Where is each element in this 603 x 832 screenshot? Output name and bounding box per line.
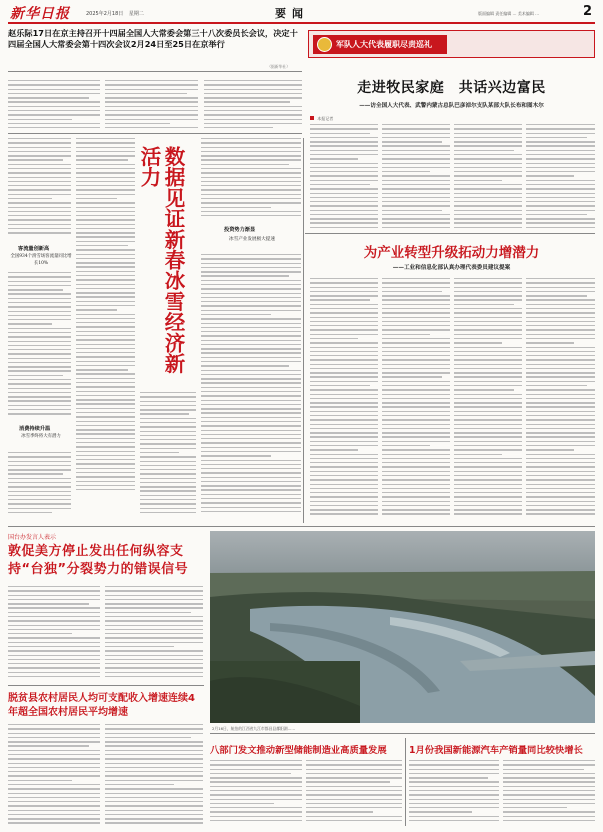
top-news-body-col1 <box>8 80 100 130</box>
feature-byline-text: 本报记者 <box>317 116 354 121</box>
divider <box>305 233 595 234</box>
income-body-col1 <box>8 724 100 826</box>
feature-title: 走进牧民家庭 共话兴边富民 <box>357 80 546 96</box>
nev-headline: 1月份我国新能源汽车产销量同比较快增长 <box>409 745 583 756</box>
feature-byline <box>310 116 353 122</box>
masthead <box>0 0 603 24</box>
top-news-headline: 赵乐际17日在京主持召开十四届全国人大常委会第三十八次委员长会议，决定十四届全国人大常委会第十四次会议2月24日至25日在京举行 <box>8 28 298 49</box>
industry-title: 为产业转型升级拓动力增潜力 <box>363 245 540 261</box>
taiwan-kicker: 国台办发言人表示 <box>8 534 57 541</box>
industry-body-col4 <box>526 278 595 523</box>
feature-body-col4 <box>526 124 595 230</box>
income-body-col2 <box>105 724 203 826</box>
storage-body-col2 <box>306 760 402 826</box>
side-head-1: 客流量创新高 <box>18 246 50 252</box>
side-head-2: 全国934个滑雪场客流量同比增长10% <box>10 254 72 266</box>
side-head-4: 冰雪季终将大有潜力 <box>21 434 61 439</box>
page-number: 2 <box>583 4 593 19</box>
section-name: 要闻 <box>275 7 309 20</box>
divider <box>8 133 302 134</box>
top-news-body-col2 <box>105 80 198 130</box>
industry-body-col1 <box>310 278 378 523</box>
news-photo <box>210 531 595 723</box>
snow-body-col1b <box>8 272 71 420</box>
side-head-3: 消费持续升温 <box>19 426 51 432</box>
feature-body-col3 <box>454 124 522 230</box>
income-title: 脱贫县农村居民人均可支配收入增速连续4年超全国农村居民平均增速 <box>8 693 195 718</box>
snow-body-col2 <box>76 138 135 518</box>
storage-headline: 八部门发文推动新型储能制造业高质量发展 <box>210 745 387 756</box>
masthead-rule <box>8 22 595 24</box>
photo-caption: 2月16日，航拍的江西省九江市都昌县鄱阳湖…… <box>212 726 296 731</box>
top-news-body-col3 <box>204 80 302 130</box>
taiwan-body-col2 <box>105 586 203 682</box>
snow-body-col3 <box>140 392 196 518</box>
taiwan-body-col1 <box>8 586 100 682</box>
industry-body-col2 <box>382 278 450 523</box>
snow-body-col4 <box>201 138 301 218</box>
side-head-5: 投资势力渐显 <box>224 227 256 233</box>
top-news-source: （据新华社） <box>267 64 290 69</box>
snow-vertical-title: 数据见证新春冰雪经济新活力 <box>137 146 185 374</box>
nev-body-col2 <box>503 760 595 826</box>
storage-body-col1 <box>210 760 302 826</box>
industry-subtitle: ——工业和信息化部认真办理代表委员建议提案 <box>392 265 511 271</box>
divider <box>210 733 595 734</box>
divider <box>8 685 204 686</box>
feature-body-col1 <box>310 124 378 230</box>
nev-body-col1 <box>409 760 499 826</box>
feature-banner <box>308 30 595 58</box>
divider <box>405 738 406 826</box>
taiwan-title: 敦促美方停止发出任何纵容支持“台独”分裂势力的错误信号 <box>8 544 189 577</box>
issue-date-text: 2025年2月18日 <box>86 11 124 17</box>
snow-body-col1c <box>8 452 71 518</box>
banner-label: 军队人大代表履职尽责巡礼 <box>336 40 432 49</box>
camera-icon <box>310 116 314 120</box>
section-rule <box>8 526 595 527</box>
feature-subtitle: ——访全国人大代表、武警内蒙古总队巴彦淖尔支队某部大队长布和图木尔 <box>359 103 544 109</box>
feature-body-col2 <box>382 124 450 230</box>
snow-body-col1 <box>8 138 71 238</box>
industry-body-col3 <box>454 278 522 523</box>
side-head-6: 冰雪产业发展极大提速 <box>229 237 275 242</box>
editor-credits: 版面编辑 责任编辑 … 美术编辑 … <box>478 11 540 16</box>
issue-date <box>86 10 144 17</box>
top-news <box>8 28 302 70</box>
divider <box>303 138 304 523</box>
issue-weekday: 星期二 <box>128 11 144 17</box>
divider <box>8 71 302 72</box>
emblem-icon <box>317 37 332 52</box>
newspaper-logo: 新华日报 <box>10 6 70 22</box>
aerial-lake-photo <box>210 531 595 723</box>
snow-body-col4b <box>201 254 301 518</box>
